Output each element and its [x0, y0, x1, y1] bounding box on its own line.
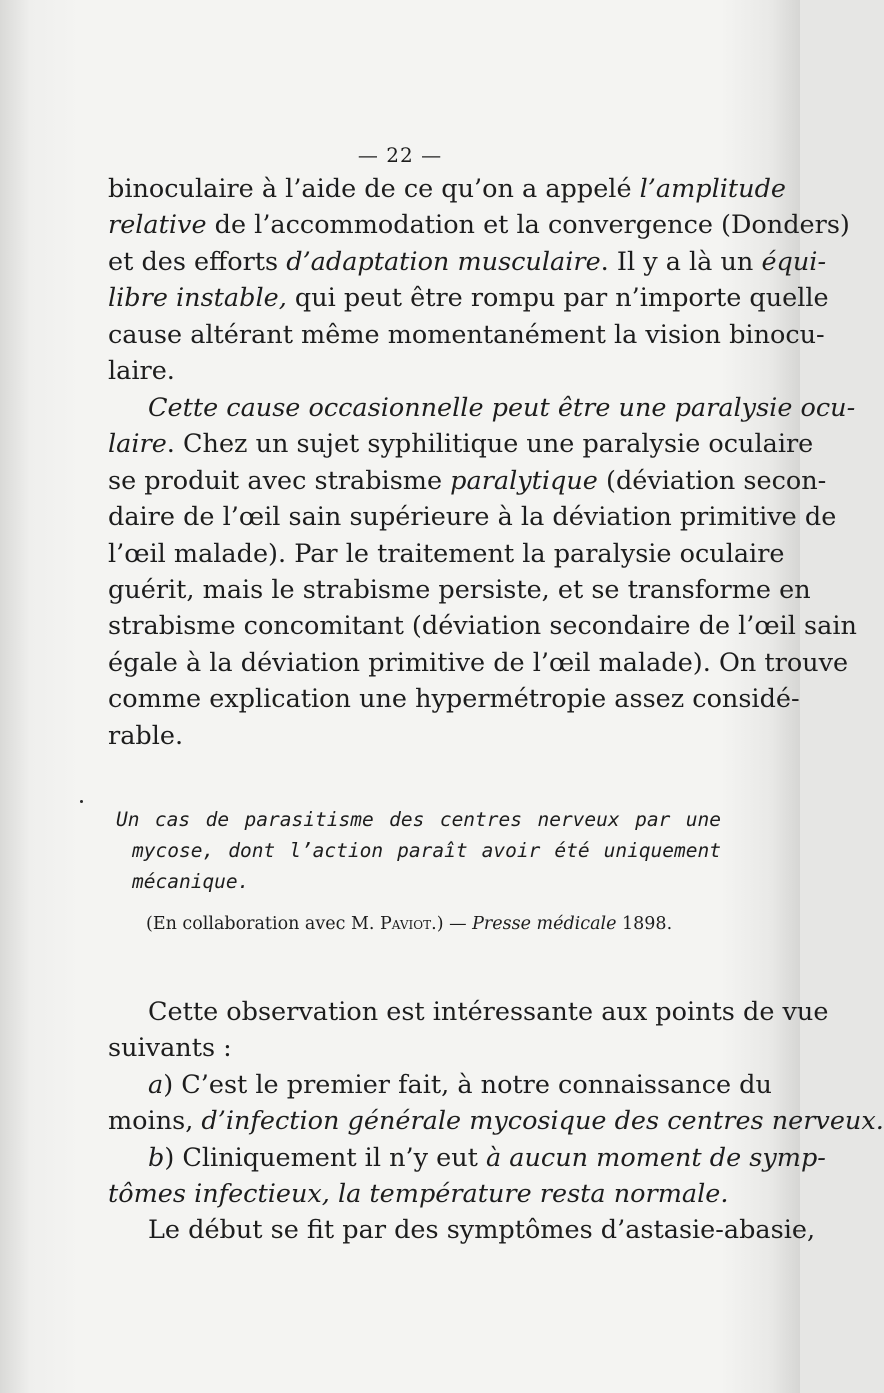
- citation-journal: Presse médicale: [472, 914, 617, 934]
- text-line: [108, 426, 814, 462]
- citation-prefix: (En collaboration avec M.: [146, 914, 381, 934]
- text-run: comme explication une hypermétropie assez considé-: [108, 684, 800, 715]
- text-run: égale à la déviation primitive de l’œil malade). On trouve: [108, 647, 849, 678]
- text-run: rable.: [108, 720, 184, 751]
- text-run: Le début se fit par des symptômes d’astasie-abasie,: [148, 1215, 816, 1246]
- text-line: [108, 645, 849, 681]
- text-line: [108, 1140, 826, 1176]
- list-marker: b: [148, 1142, 165, 1173]
- text-run: se produit avec strabisme: [108, 465, 451, 496]
- italic-term: paralytique: [450, 465, 598, 496]
- text-line: [108, 390, 856, 426]
- italic-term: l’amplitude: [639, 174, 787, 204]
- text-line: [108, 1103, 884, 1139]
- text-run: guérit, mais le strabisme persiste, et se transforme en: [108, 574, 811, 605]
- paragraph-observation: [108, 994, 884, 1249]
- text-run: daire de l’œil sain supérieure à la déviation primitive de: [108, 502, 837, 533]
- text-line: [108, 317, 825, 353]
- text-line: [108, 1176, 729, 1212]
- heading-line: Un cas de parasitisme des centres nerveux par une: [116, 808, 721, 831]
- italic-term: à aucun moment de symp-: [486, 1142, 826, 1173]
- text-line: [108, 718, 720, 754]
- italic-term: équi-: [761, 246, 827, 277]
- heading-line: mycose, dont l’action paraît avoir été uniquement: [132, 839, 721, 862]
- text-run: (déviation secon-: [597, 465, 827, 496]
- list-marker: a: [148, 1069, 164, 1100]
- citation-separator: .) —: [431, 914, 473, 934]
- citation-year: 1898.: [616, 914, 673, 934]
- italic-term: libre instable,: [108, 283, 287, 314]
- paragraph-binocular-vision: [108, 171, 850, 389]
- text-run: moins,: [108, 1106, 202, 1137]
- text-line: [108, 499, 837, 535]
- text-run: cause altérant même momentanément la vision binocu-: [108, 319, 825, 350]
- text-run: strabisme concomitant (déviation secondaire de l’œil sain: [108, 611, 857, 642]
- text-run: de l’accommodation et la convergence (Donders): [206, 210, 850, 241]
- text-run: binoculaire à l’aide de ce qu’on a appelé: [108, 174, 640, 204]
- text-run: . Il y a là un: [600, 246, 762, 277]
- text-line: [108, 207, 850, 243]
- text-line: [108, 994, 829, 1030]
- italic-term: d’adaptation musculaire: [286, 246, 601, 277]
- text-run: . Chez un sujet syphilitique une paralysie oculaire: [166, 429, 814, 460]
- text-run: Cette observation est intéressante aux points de vue: [148, 997, 829, 1027]
- page-number: — 22 —: [357, 143, 443, 167]
- text-line: [108, 171, 787, 207]
- text-run: et des efforts: [108, 246, 287, 277]
- text-line: [108, 536, 785, 572]
- text-line: [108, 1030, 720, 1066]
- text-run: laire.: [108, 355, 175, 386]
- text-line: [108, 1067, 772, 1103]
- text-line: [108, 280, 829, 316]
- text-run: l’œil malade). Par le traitement la paralysie oculaire: [108, 538, 785, 569]
- text-line: [108, 244, 827, 280]
- text-line: [108, 463, 827, 499]
- italic-term: laire: [108, 429, 167, 460]
- italic-term: d’infection générale mycosique des centres nerveux.: [201, 1106, 884, 1137]
- text-run: ) C’est le premier fait, à notre connaissance du: [163, 1069, 772, 1100]
- text-run: suivants :: [108, 1033, 232, 1064]
- italic-term: tômes infectieux, la température resta normale.: [108, 1178, 729, 1209]
- text-run: ) Cliniquement il n’y eut: [164, 1142, 486, 1173]
- text-run: qui peut être rompu par n’importe quelle: [286, 283, 829, 314]
- text-line: [108, 572, 811, 608]
- text-line: [108, 1212, 816, 1248]
- citation-author: Paviot: [380, 914, 432, 934]
- ink-speck: [80, 800, 83, 803]
- citation: [146, 914, 686, 934]
- italic-term: Cette cause occasionnelle peut être une paralysie ocu-: [148, 393, 856, 423]
- paragraph-occasional-cause: [108, 390, 857, 754]
- section-heading: [116, 804, 721, 897]
- heading-line: mécanique.: [132, 870, 250, 893]
- text-line: [108, 608, 857, 644]
- text-line: [108, 353, 720, 389]
- text-line: [108, 681, 800, 717]
- italic-term: relative: [108, 210, 207, 241]
